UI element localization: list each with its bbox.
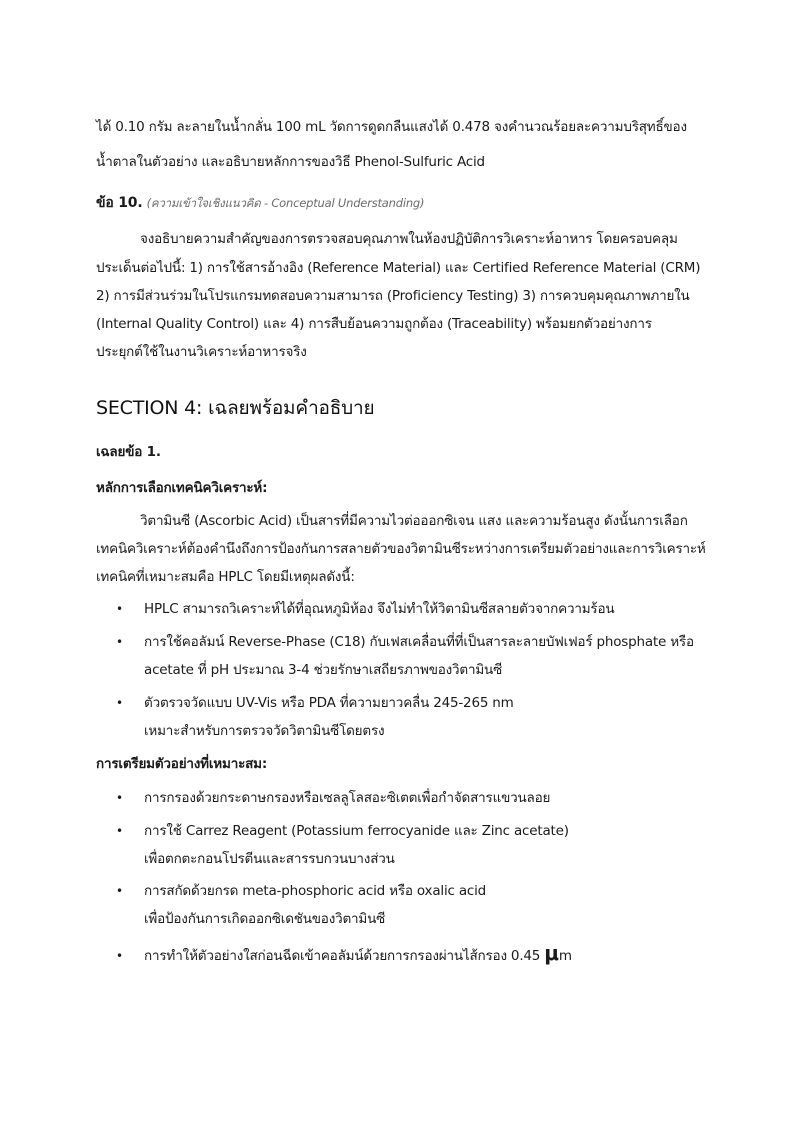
answer-1-label: เฉลยข้อ 1. [96, 444, 161, 460]
principle-line-1: วิตามินซี (Ascorbic Acid) เป็นสารที่มีความไวต่อออกซิเจน แสง และความร้อนสูง ดังนั้นการเลือก [140, 513, 688, 529]
principle-line-2: เทคนิควิเคราะห์ต้องคำนึงถึงการป้องกันการสลายตัวของวิตามินซีระหว่างการเตรียมตัวอย่างและการวิเคราะห์ [96, 541, 706, 557]
question-10-category: (ความเข้าใจเชิงแนวคิด - Conceptual Understanding) [146, 196, 425, 210]
principle-heading: หลักการเลือกเทคนิควิเคราะห์: [96, 480, 268, 496]
unit-suffix: m [558, 948, 572, 964]
bullet-text: การใช้ Carrez Reagent (Potassium ferrocyanide และ Zinc acetate) [144, 823, 569, 839]
principle-bullet-2 [116, 633, 694, 651]
prep-bullet-3-cont: เพื่อป้องกันการเกิดออกซิเดชันของวิตามินซี [144, 911, 386, 927]
bullet-icon: • [116, 696, 123, 710]
principle-bullet-2-cont: acetate ที่ pH ประมาณ 3-4 ช่วยรักษาเสถียรภาพของวิตามินซี [144, 662, 503, 678]
bullet-icon: • [116, 949, 123, 963]
principle-bullet-3-cont: เหมาะสำหรับการตรวจวัดวิตามินซีโดยตรง [144, 723, 385, 739]
question-10-line-1: จงอธิบายความสำคัญของการตรวจสอบคุณภาพในห้องปฏิบัติการวิเคราะห์อาหาร โดยครอบคลุม [140, 231, 678, 247]
micro-symbol: μ [544, 941, 559, 965]
question-10-header [96, 194, 424, 212]
question-9-line-1: ได้ 0.10 กรัม ละลายในน้ำกลั่น 100 mL วัดการดูดกลืนแสงได้ 0.478 จงคำนวณร้อยละความบริสุทธิ์ของ [96, 119, 687, 135]
section-heading: SECTION 4: เฉลยพร้อมคำอธิบาย [96, 397, 375, 419]
bullet-text: HPLC สามารถวิเคราะห์ได้ที่อุณหภูมิห้อง จึงไม่ทำให้วิตามินซีสลายตัวจากความร้อน [144, 601, 615, 617]
question-10-line-2: ประเด็นต่อไปนี้: 1) การใช้สารอ้างอิง (Reference Material) และ Certified Reference Material (CRM) [96, 260, 701, 276]
principle-line-3: เทคนิคที่เหมาะสมคือ HPLC โดยมีเหตุผลดังนี้: [96, 569, 355, 585]
prep-heading: การเตรียมตัวอย่างที่เหมาะสม: [96, 756, 268, 772]
prep-bullet-4 [116, 941, 572, 965]
bullet-icon: • [116, 602, 123, 616]
prep-bullet-3 [116, 882, 486, 900]
prep-bullet-2-cont: เพื่อตกตะกอนโปรตีนและสารรบกวนบางส่วน [144, 851, 395, 867]
question-10-label: ข้อ 10. [96, 195, 143, 211]
bullet-text: การทำให้ตัวอย่างใสก่อนฉีดเข้าคอลัมน์ด้วยการกรองผ่านไส้กรอง 0.45 [144, 948, 545, 964]
bullet-icon: • [116, 635, 123, 649]
bullet-icon: • [116, 884, 123, 898]
question-10-line-4: (Internal Quality Control) และ 4) การสืบย้อนความถูกต้อง (Traceability) พร้อมยกตัวอย่างการ [96, 316, 652, 332]
bullet-icon: • [116, 791, 123, 805]
question-9-line-2: น้ำตาลในตัวอย่าง และอธิบายหลักการของวิธี Phenol-Sulfuric Acid [96, 154, 485, 170]
bullet-text: การสกัดด้วยกรด meta-phosphoric acid หรือ oxalic acid [144, 883, 487, 899]
bullet-icon: • [116, 824, 123, 838]
principle-bullet-3 [116, 694, 514, 712]
prep-bullet-2 [116, 822, 569, 840]
question-10-line-5: ประยุกต์ใช้ในงานวิเคราะห์อาหารจริง [96, 344, 307, 360]
bullet-text: การกรองด้วยกระดาษกรองหรือเซลลูโลสอะซิเตตเพื่อกำจัดสารแขวนลอย [144, 790, 551, 806]
principle-bullet-1 [116, 600, 614, 618]
question-10-line-3: 2) การมีส่วนร่วมในโปรแกรมทดสอบความสามารถ (Proficiency Testing) 3) การควบคุมคุณภาพภายใน [96, 288, 690, 304]
bullet-text: การใช้คอลัมน์ Reverse-Phase (C18) กับเฟสเคลื่อนที่ที่เป็นสารละลายบัฟเฟอร์ phosphate หรือ [144, 634, 694, 650]
prep-bullet-1 [116, 789, 550, 807]
bullet-text: ตัวตรวจวัดแบบ UV-Vis หรือ PDA ที่ความยาวคลื่น 245-265 nm [144, 695, 514, 711]
